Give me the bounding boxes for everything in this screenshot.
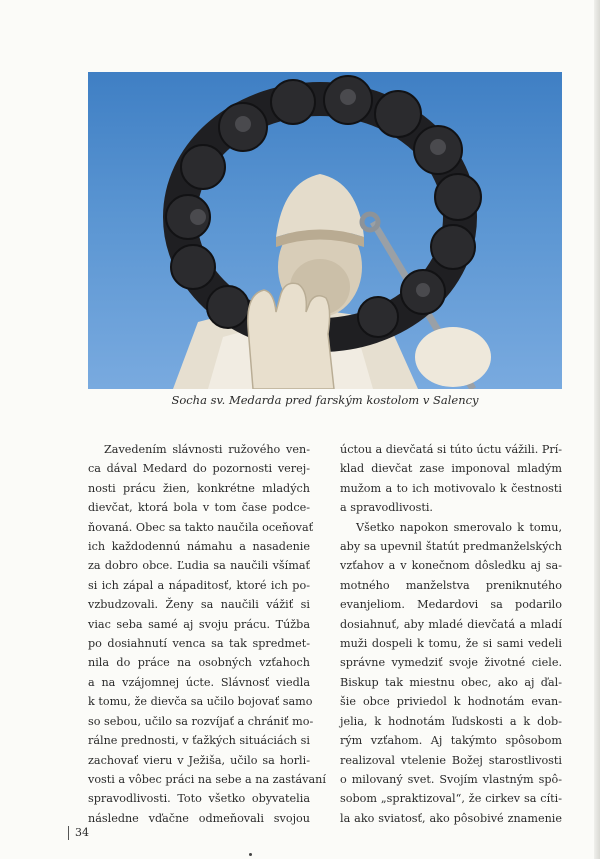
statue-wreath-illustration [88,72,562,389]
body-line: si ich zápal a nápaditosť, ktoré ich po- [88,578,310,592]
page-edge [594,0,600,859]
body-line: k tomu, že dievča sa učilo bojovať samo [88,695,313,709]
body-line: o milovaný svet. Svojím vlastným spô- [340,772,562,786]
body-line: Biskup tak miestnu obec, ako aj ďal- [340,675,562,689]
body-line: vzbudzovali. Ženy sa naučili vážiť si [88,598,310,612]
body-line: aby sa upevnil štatút predmanželských [340,540,562,554]
body-line: muži dospeli k tomu, že si sami vedeli [340,637,562,651]
body-line: nila do práce na osobných vzťahoch [88,656,310,670]
body-line: po dosiahnutí venca sa tak spredmet- [88,637,310,651]
body-line: rálne prednosti, v ťažkých situáciách si [88,734,310,748]
body-line: Zavedením slávnosti ružového ven- [104,443,310,456]
body-line: vosti a vôbec práci na sebe a na zastávaní [88,772,326,786]
body-line: evanjeliom. Medardovi sa podarilo [340,598,562,612]
body-line: správne vymedziť svoje životné ciele. [340,656,562,670]
page-number: 34 [68,826,89,840]
text-column-right [340,440,562,828]
body-line: jelia, k hodnotám ľudskosti a k dob- [340,714,562,728]
body-line: za dobro obce. Ľudia sa naučili všímať [88,559,310,573]
body-line: zachovať vieru v Ježiša, učilo sa horli- [88,753,310,767]
body-line: ich každodennú námahu a nasadenie [88,540,310,554]
body-line: sobom „spraktizoval“, že cirkev sa cíti- [340,792,562,806]
body-line: nosti prácu žien, konkrétne mladých [88,481,310,495]
body-line: realizoval vtelenie Božej starostlivosti [340,753,562,767]
body-line: ca dával Medard do pozornosti verej- [88,462,310,476]
bottom-mark [249,853,252,856]
body-line: ňovaná. Obec sa takto naučila oceňovať [88,520,314,534]
body-line: vzťahov a v konečnom dôsledku aj sa- [340,559,562,573]
body-line: následne vďačne odmeňovali svojou [88,811,310,825]
body-line: a spravodlivosti. [340,501,433,515]
body-line: úctou a dievčatá si túto úctu vážili. Prí- [340,443,563,456]
body-line: dosiahnuť, aby mladé dievčatá a mladí [340,617,562,631]
body-line: mužom a to ich motivovalo k čestnosti [340,481,562,495]
body-line: rým vzťahom. Aj takýmto spôsobom [340,734,562,748]
body-line: šie obce priviedol k hodnotám evan- [340,695,562,709]
body-line: so sebou, učilo sa rozvíjať a chrániť mo- [88,714,314,728]
text-column-left [88,440,326,828]
statue-photo [88,72,562,389]
body-line: viac seba samé aj svoju prácu. Túžba [88,617,310,631]
body-line: Všetko napokon smerovalo k tomu, [356,520,562,534]
body-line: dievčat, ktorá bola v tom čase podce- [88,501,310,515]
body-line: a na vzájomnej úcte. Slávnosť viedla [88,675,310,689]
photo-caption: Socha sv. Medarda pred farským kostolom v Salency [171,393,479,407]
body-line: spravodlivosti. Toto všetko obyvatelia [88,792,310,806]
body-line: motného manželstva preniknutého [340,578,562,592]
body-line: la ako sviatosť, ako pôsobivé znamenie [340,811,562,825]
body-line: klad dievčat zase imponoval mladým [340,462,562,476]
